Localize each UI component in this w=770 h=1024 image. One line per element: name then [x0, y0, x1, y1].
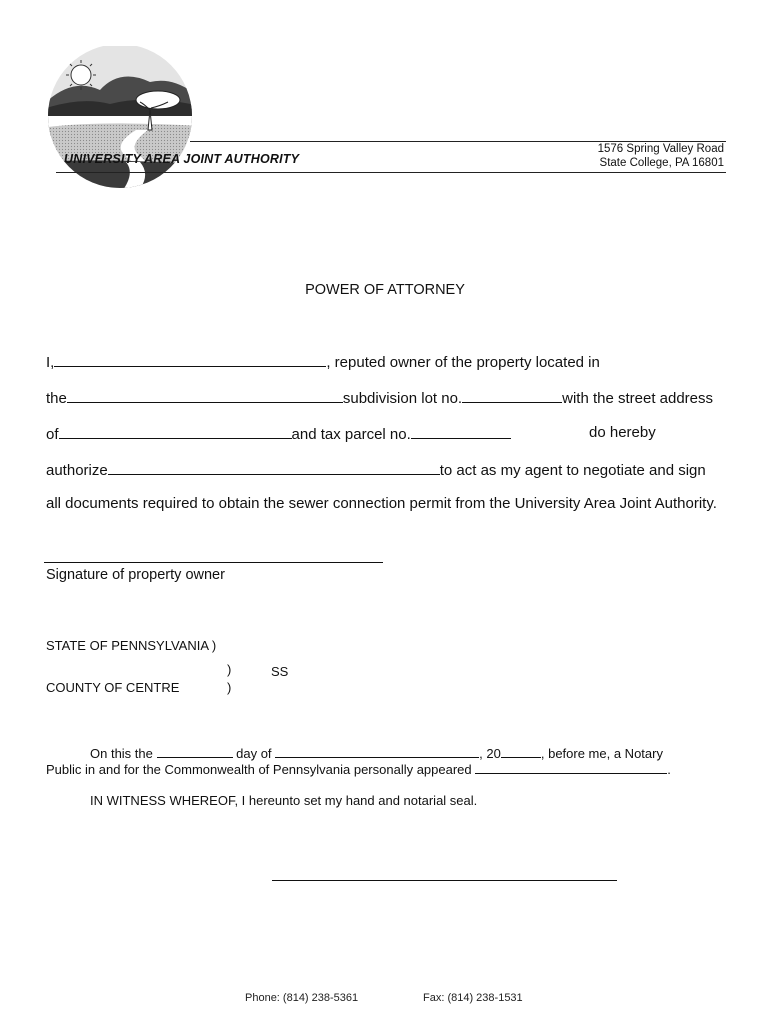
- day-of: day of: [236, 746, 272, 761]
- subdivision-name-blank[interactable]: [67, 388, 343, 403]
- period: .: [667, 762, 671, 777]
- state-label: STATE OF PENNSYLVANIA ): [46, 638, 217, 653]
- year-blank[interactable]: [501, 745, 541, 758]
- notary-signature-line[interactable]: [272, 880, 617, 881]
- on-this-the: On this the: [90, 746, 153, 761]
- year-prefix: , 20: [479, 746, 501, 761]
- header-rule-top: [190, 141, 726, 142]
- owner-prefix: I,: [46, 354, 55, 371]
- tax-parcel-blank[interactable]: [411, 424, 511, 439]
- address-line-2: State College, PA 16801: [599, 157, 724, 169]
- month-blank[interactable]: [275, 745, 479, 758]
- header-rule-bottom: [56, 172, 726, 173]
- do-hereby-text: do hereby: [589, 424, 656, 441]
- owner-signature-label: Signature of property owner: [46, 567, 225, 583]
- notary-paragraph-line-1: [90, 745, 663, 761]
- parcel-line: [46, 424, 511, 443]
- owner-suffix: , reputed owner of the property located in: [326, 354, 600, 371]
- day-blank[interactable]: [157, 745, 233, 758]
- owner-name-blank[interactable]: [54, 352, 326, 367]
- address-line-1: 1576 Spring Valley Road: [597, 143, 724, 155]
- lot-label: subdivision lot no.: [342, 390, 463, 407]
- ss-label: SS: [271, 664, 289, 679]
- lot-number-blank[interactable]: [462, 388, 562, 403]
- county-label: COUNTY OF CENTRE: [46, 680, 180, 695]
- subdivision-line: [46, 388, 713, 407]
- notary-paragraph-line-2: [46, 761, 671, 777]
- authorize-suffix: to act as my agent to negotiate and sign: [439, 462, 706, 479]
- street-address-blank[interactable]: [59, 424, 292, 439]
- purpose-line: all documents required to obtain the sewer connection permit from the University Area Joint Authority.: [46, 495, 717, 512]
- organization-name: UNIVERSITY AREA JOINT AUTHORITY: [64, 152, 300, 166]
- footer-phone: Phone: (814) 238-5361: [245, 992, 359, 1004]
- before-me: , before me, a Notary: [540, 746, 663, 761]
- tax-parcel-label: and tax parcel no.: [291, 426, 411, 443]
- appeared-name-blank[interactable]: [475, 761, 667, 774]
- footer-fax: Fax: (814) 238-1531: [423, 992, 523, 1004]
- authorize-line: [46, 460, 706, 479]
- parcel-prefix: of: [46, 426, 59, 443]
- document-title: POWER OF ATTORNEY: [305, 282, 465, 298]
- authorize-prefix: authorize: [46, 462, 108, 479]
- county-paren: ): [227, 680, 232, 695]
- agent-name-blank[interactable]: [108, 460, 440, 475]
- subdivision-prefix: the: [46, 390, 67, 407]
- appeared-text: Public in and for the Commonwealth of Pennsylvania personally appeared: [46, 762, 472, 777]
- owner-line: [46, 352, 600, 371]
- witness-statement: IN WITNESS WHEREOF, I hereunto set my hand and notarial seal.: [90, 793, 478, 808]
- owner-signature-line[interactable]: [44, 562, 383, 563]
- venue-paren: ): [227, 662, 232, 677]
- street-address-label: with the street address: [562, 390, 714, 407]
